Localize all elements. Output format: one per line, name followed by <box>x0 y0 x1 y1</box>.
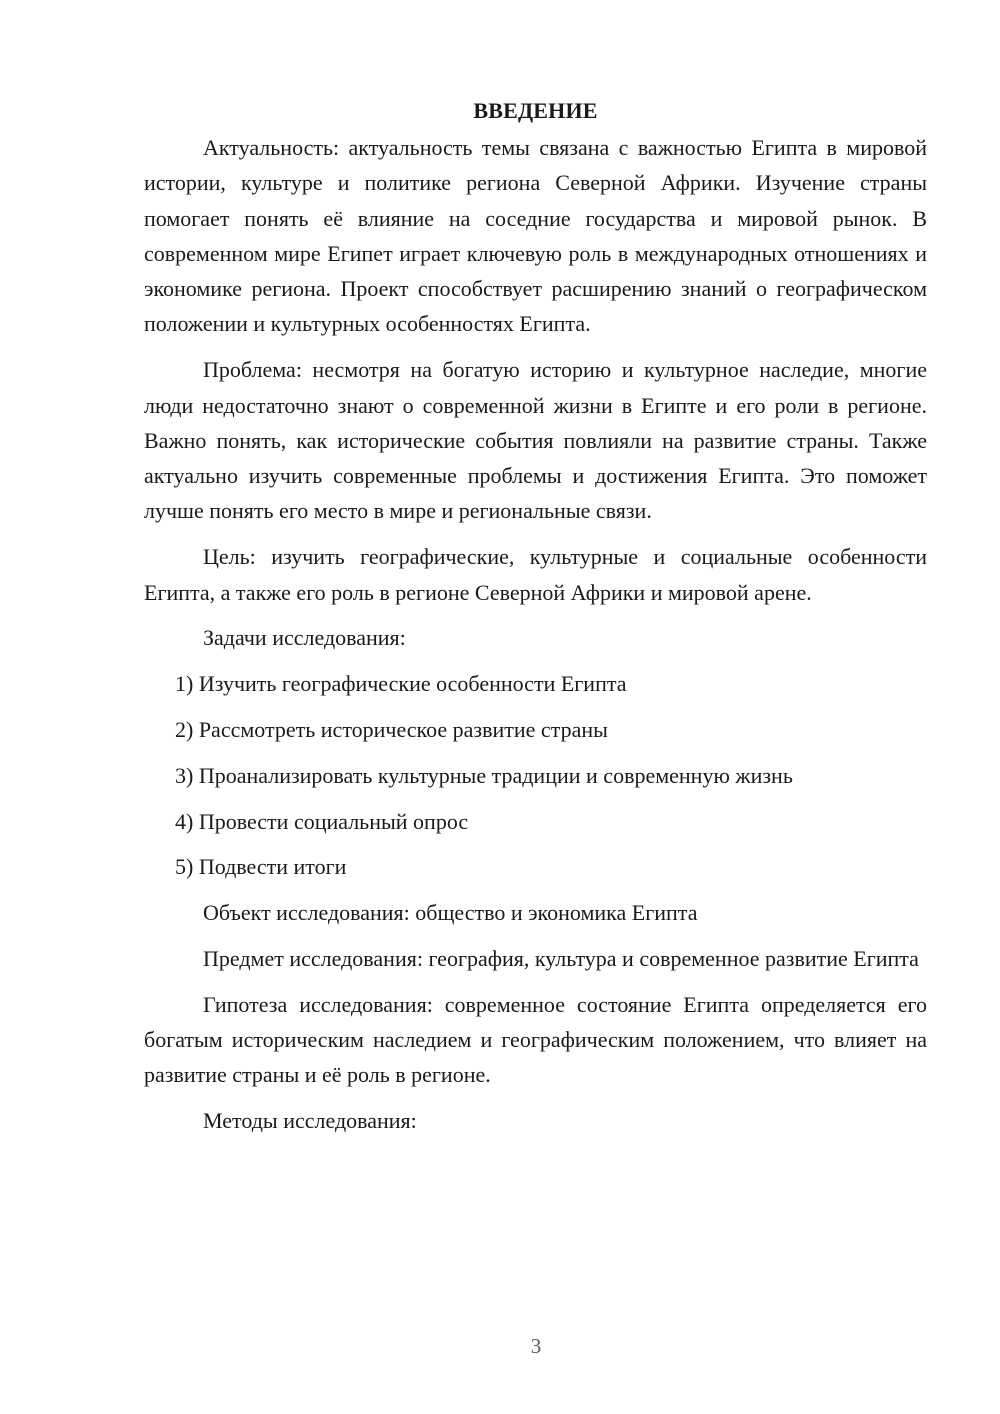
task-item: 2) Рассмотреть историческое развитие страны <box>175 716 608 742</box>
task-item: 1) Изучить географические особенности Египта <box>175 671 627 697</box>
task-item: 5) Подвести итоги <box>175 854 347 880</box>
task-item: 3) Проанализировать культурные традиции и современную жизнь <box>175 762 793 788</box>
relevance-paragraph: Актуальность: актуальность темы связана с важностью Египта в мировой истории, культуре и политике региона Северной Африки. Изучение страны помогает понять её влияние на соседние государства и мировой рынок. В современном мире Египет играет ключевую роль в международных отношениях и экономике региона. Проект способствует расширению знаний о географическом положении и культурных особенностях Египта. <box>144 135 927 337</box>
hypothesis-paragraph: Гипотеза исследования: современное состояние Египта определяется его богатым историческим наследием и географическим положением, что влияет на развитие страны и её роль в регионе. <box>144 991 927 1088</box>
goal-paragraph: Цель: изучить географические, культурные и социальные особенности Египта, а также его роль в регионе Северной Африки и мировой арене. <box>144 544 927 605</box>
methods-heading: Методы исследования: <box>203 1108 417 1134</box>
document-page <box>144 96 927 1149</box>
subject-paragraph: Предмет исследования: география, культура и современное развитие Египта <box>203 945 919 971</box>
page-number: 3 <box>530 1334 542 1358</box>
tasks-heading: Задачи исследования: <box>203 625 406 651</box>
tasks-list <box>144 666 927 884</box>
section-title: ВВЕДЕНИЕ <box>473 98 598 123</box>
problem-paragraph: Проблема: несмотря на богатую историю и культурное наследие, многие люди недостаточно знают о современной жизни в Египте и его роли в регионе. Важно понять, как исторические события повлияли на развитие страны. Также актуально изучить современные проблемы и достижения Египта. Это поможет лучше понять его место в мире и региональные связи. <box>144 357 927 524</box>
task-item: 4) Провести социальный опрос <box>175 808 469 834</box>
object-paragraph: Объект исследования: общество и экономика Египта <box>203 900 698 926</box>
